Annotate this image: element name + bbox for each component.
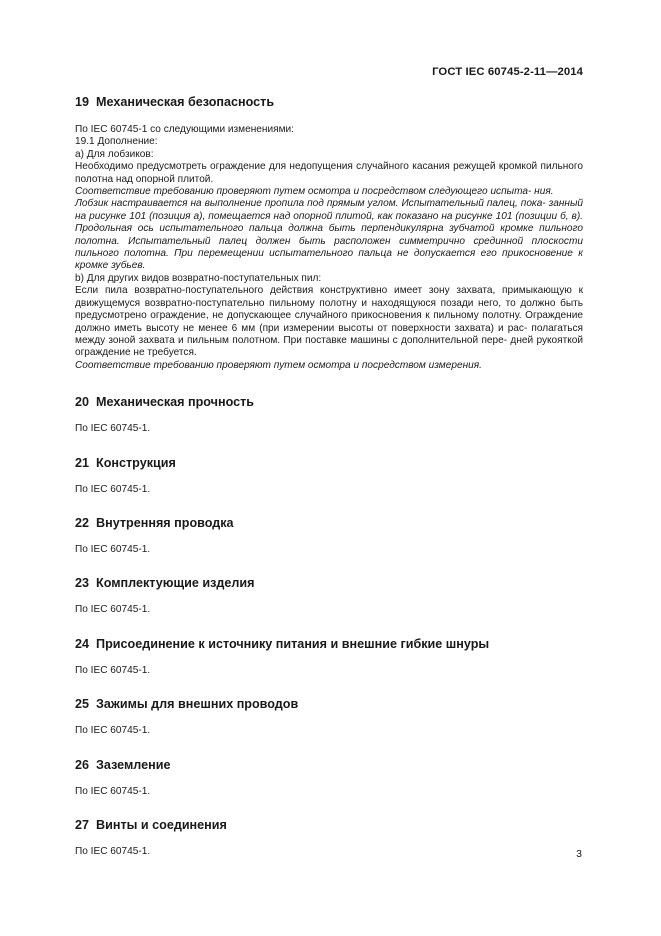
section-23 bbox=[75, 556, 583, 616]
paragraph-a: Необходимо предусмотреть ограждение для недопущения случайного касания режущей кромкой пильного полотна над опорной плитой. bbox=[75, 161, 583, 185]
section-title: Комплектующие изделия bbox=[96, 576, 255, 591]
section-20 bbox=[75, 372, 583, 435]
compliance-note-b: Соответствие требованию проверяют путем осмотра и посредством измерения. bbox=[75, 359, 482, 371]
subclause-title: 19.1 Дополнение: bbox=[75, 136, 158, 148]
section-heading bbox=[75, 636, 583, 652]
section-heading bbox=[75, 455, 583, 471]
section-25 bbox=[75, 677, 583, 737]
section-heading bbox=[75, 515, 583, 531]
section-title: Механическая прочность bbox=[96, 395, 255, 410]
test-description-a: Лобзик настраивается на выполнение пропила под прямым углом. Испытательный палец, пока- занный на рисунке 101 (позиция a), помещается над опорной плитой, как показано на рисунке 101 (позиции б, в). Продольная ось испытательного пальца должна быть перпендикулярна зубчатой кромке пильного полотна. Испытательный палец должен быть расположен симметрично срединной плоскости пильного полотна. При перемещении испытательного пальца не допускается его прикосновение к кромке зубьев. bbox=[75, 198, 583, 272]
section-text: По IEC 60745-1. bbox=[75, 725, 151, 737]
section-heading bbox=[75, 94, 583, 110]
compliance-note-a: Соответствие требованию проверяют путем осмотра и посредством следующего испыта- ния. bbox=[75, 186, 554, 198]
section-text: По IEC 60745-1. bbox=[75, 604, 151, 616]
section-text: По IEC 60745-1. bbox=[75, 785, 151, 797]
section-title: Механическая безопасность bbox=[96, 95, 275, 109]
section-title: Винты и соединения bbox=[96, 817, 227, 832]
section-heading bbox=[75, 575, 583, 591]
page-number: 3 bbox=[576, 848, 582, 860]
section-heading bbox=[75, 757, 583, 773]
document-body bbox=[75, 94, 583, 858]
section-26 bbox=[75, 738, 583, 798]
section-19 bbox=[75, 94, 583, 372]
section-heading bbox=[75, 696, 583, 712]
section-24 bbox=[75, 617, 583, 677]
section-heading bbox=[75, 817, 583, 833]
section-number: 26 bbox=[75, 757, 90, 772]
section-title: Присоединение к источнику питания и внешние гибкие шнуры bbox=[96, 636, 490, 651]
paragraph-b: Если пила возвратно-поступательного действия конструктивно имеет зону захвата, примыкающую к движущемуся возвратно-поступательно пильному полотну и находящуюся позади него, то должно быть предусмотрено ограждение, не допускающее случайного прикосновения к пильному полотну. Ограждение должно иметь высоту не менее 6 мм (при измерении высоты от поверхности захвата) и рас- полагаться между зоной захвата и пильным полотном. При поставке машины с дополнительной пере- дней рукояткой ограждение не требуется. bbox=[75, 285, 583, 359]
section-number: 19 bbox=[75, 95, 90, 109]
section-intro: По IEC 60745-1 со следующими изменениями: bbox=[75, 124, 294, 135]
section-text: По IEC 60745-1. bbox=[75, 423, 151, 435]
section-text: По IEC 60745-1. bbox=[75, 543, 151, 555]
section-number: 27 bbox=[75, 817, 90, 832]
list-item-b: b) Для других видов возвратно-поступательных пил: bbox=[75, 272, 322, 284]
section-heading bbox=[75, 394, 583, 410]
section-text: По IEC 60745-1. bbox=[75, 845, 151, 857]
section-21 bbox=[75, 436, 583, 496]
section-title: Конструкция bbox=[96, 455, 176, 470]
section-text: По IEC 60745-1. bbox=[75, 483, 151, 495]
section-title: Зажимы для внешних проводов bbox=[96, 697, 299, 712]
section-number: 22 bbox=[75, 515, 90, 530]
section-22 bbox=[75, 496, 583, 556]
section-number: 23 bbox=[75, 576, 90, 591]
section-number: 25 bbox=[75, 697, 90, 712]
list-item-a: а) Для лобзиков: bbox=[75, 148, 154, 160]
section-27 bbox=[75, 798, 583, 858]
section-title: Заземление bbox=[96, 757, 171, 772]
section-list bbox=[75, 372, 583, 858]
section-number: 21 bbox=[75, 455, 90, 470]
section-number: 24 bbox=[75, 636, 90, 651]
section-text: По IEC 60745-1. bbox=[75, 664, 151, 676]
document-header: ГОСТ IEC 60745-2-11—2014 bbox=[432, 66, 583, 78]
section-title: Внутренняя проводка bbox=[96, 515, 234, 530]
section-number: 20 bbox=[75, 395, 90, 410]
